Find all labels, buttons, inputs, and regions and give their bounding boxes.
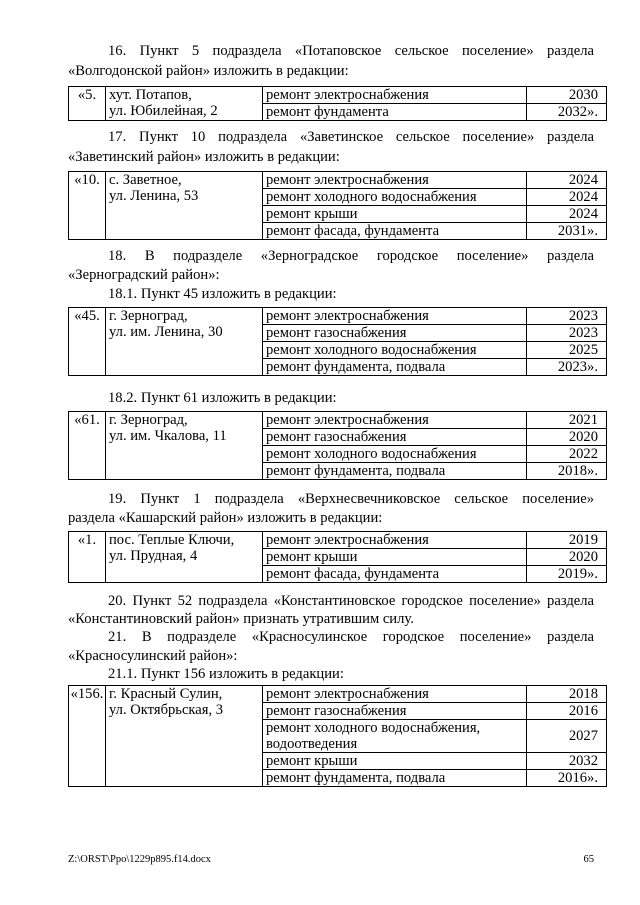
footer-file-path: Z:\ORST\Ppo\1229p895.f14.docx [68,854,211,865]
work-cell: ремонт холодного водоснабжения [263,342,527,359]
address-cell [106,532,263,583]
work-cell: ремонт холодного водоснабжения [263,189,527,206]
table-item-1 [68,531,607,583]
year-cell: 2020 [527,549,607,566]
work-cell: ремонт электроснабжения [263,532,527,549]
paragraph-21-cont [68,647,594,665]
table-item-156 [68,685,607,787]
paragraph-21-1 [68,665,594,683]
table-row [69,87,607,104]
year-cell: 2021 [527,412,607,429]
table-item-10 [68,171,607,240]
year-cell: 2027 [527,720,607,753]
paragraph-18-line-1: 18. В подразделе «Зерноградское городское поселение» раздела [108,248,594,264]
work-cell: ремонт фундамента [263,104,527,121]
year-cell: 2019 [527,532,607,549]
year-cell: 2025 [527,342,607,359]
paragraph-18-line-2: «Зерноградский район»: [68,267,220,283]
year-cell: 2018 [527,686,607,703]
address-line-2: ул. им. Ленина, 30 [109,324,223,340]
item-number: «5. [69,87,106,121]
work-cell: ремонт холодного водоснабжения, водоотведения [263,720,527,753]
paragraph-20 [68,592,594,610]
table-item-45 [68,307,607,376]
paragraph-21-line-2: «Красносулинский район»: [68,648,238,664]
year-cell: 2018». [527,463,607,480]
year-cell: 2024 [527,206,607,223]
address-line-2: ул. им. Чкалова, 11 [109,428,227,444]
paragraph-18 [68,247,594,265]
work-cell: ремонт электроснабжения [263,412,527,429]
table-row [69,172,607,189]
table-row [69,686,607,703]
address-line-2: ул. Прудная, 4 [109,548,198,564]
paragraph-17-line-2: «Заветинский район» изложить в редакции: [68,149,340,165]
work-cell: ремонт электроснабжения [263,172,527,189]
table-row [69,308,607,325]
paragraph-18-2-line: 18.2. Пункт 61 изложить в редакции: [108,390,337,406]
address-line-1: пос. Теплые Ключи, [109,532,235,548]
work-cell: ремонт крыши [263,753,527,770]
address-cell [106,308,263,376]
paragraph-18-2 [68,389,594,407]
paragraph-19-line-2: раздела «Кашарский район» изложить в редакции: [68,510,383,526]
address-line-2: ул. Ленина, 53 [109,188,199,204]
paragraph-21 [68,628,594,646]
table-row [69,532,607,549]
item-number: «1. [69,532,106,583]
year-cell: 2024 [527,172,607,189]
year-cell: 2031». [527,223,607,240]
year-cell: 2016». [527,770,607,787]
year-cell: 2023 [527,325,607,342]
year-cell: 2023 [527,308,607,325]
paragraph-19 [68,490,594,508]
work-cell: ремонт газоснабжения [263,703,527,720]
address-cell [106,686,263,787]
year-cell: 2032». [527,104,607,121]
work-cell: ремонт крыши [263,206,527,223]
paragraph-18-cont [68,266,594,284]
work-cell: ремонт электроснабжения [263,87,527,104]
paragraph-17 [68,128,594,146]
paragraph-16 [68,42,594,60]
year-cell: 2024 [527,189,607,206]
work-cell: ремонт холодного водоснабжения [263,446,527,463]
address-cell [106,172,263,240]
address-cell [106,412,263,480]
year-cell: 2023». [527,359,607,376]
paragraph-18-1 [68,285,594,303]
paragraph-17-cont [68,148,594,166]
work-cell: ремонт фундамента, подвала [263,770,527,787]
paragraph-21-1-line: 21.1. Пункт 156 изложить в редакции: [108,666,344,682]
work-cell: ремонт газоснабжения [263,325,527,342]
address-line-1: г. Зерноград, [109,308,188,324]
paragraph-16-cont [68,62,594,80]
work-cell: ремонт крыши [263,549,527,566]
work-cell: ремонт фундамента, подвала [263,463,527,480]
paragraph-20-line-1: 20. Пункт 52 подраздела «Константиновское городское поселение» раздела [108,593,594,609]
item-number: «10. [69,172,106,240]
year-cell: 2032 [527,753,607,770]
paragraph-16-line-2: «Волгодонской район» изложить в редакции: [68,63,349,79]
paragraph-21-line-1: 21. В подразделе «Красносулинское городское поселение» раздела [108,629,594,645]
address-line-1: г. Зерноград, [109,412,188,428]
item-number: «45. [69,308,106,376]
paragraph-20-line-2: «Константиновский район» признать утратившим силу. [68,611,414,627]
year-cell: 2022 [527,446,607,463]
year-cell: 2016 [527,703,607,720]
work-cell: ремонт фасада, фундамента [263,223,527,240]
work-cell: ремонт электроснабжения [263,308,527,325]
address-line-2: ул. Юбилейная, 2 [109,103,218,119]
item-number: «156. [69,686,106,787]
paragraph-20-cont [68,610,594,628]
table-item-5 [68,86,607,121]
page-number: 65 [583,854,594,865]
work-cell: ремонт фасада, фундамента [263,566,527,583]
year-cell: 2030 [527,87,607,104]
work-cell: ремонт электроснабжения [263,686,527,703]
address-cell [106,87,263,121]
item-number: «61. [69,412,106,480]
paragraph-19-cont [68,509,594,527]
address-line-1: хут. Потапов, [109,87,192,103]
work-cell: ремонт фундамента, подвала [263,359,527,376]
table-row [69,412,607,429]
year-cell: 2020 [527,429,607,446]
work-cell: ремонт газоснабжения [263,429,527,446]
year-cell: 2019». [527,566,607,583]
address-line-1: г. Красный Сулин, [109,686,223,702]
paragraph-16-line-1: 16. Пункт 5 подраздела «Потаповское сельское поселение» раздела [108,43,594,59]
address-line-2: ул. Октябрьская, 3 [109,702,224,718]
paragraph-18-1-line: 18.1. Пункт 45 изложить в редакции: [108,286,337,302]
paragraph-17-line-1: 17. Пункт 10 подраздела «Заветинское сельское поселение» раздела [108,129,594,145]
table-item-61 [68,411,607,480]
paragraph-19-line-1: 19. Пункт 1 подраздела «Верхнесвечниковское сельское поселение» [108,491,594,507]
address-line-1: с. Заветное, [109,172,182,188]
